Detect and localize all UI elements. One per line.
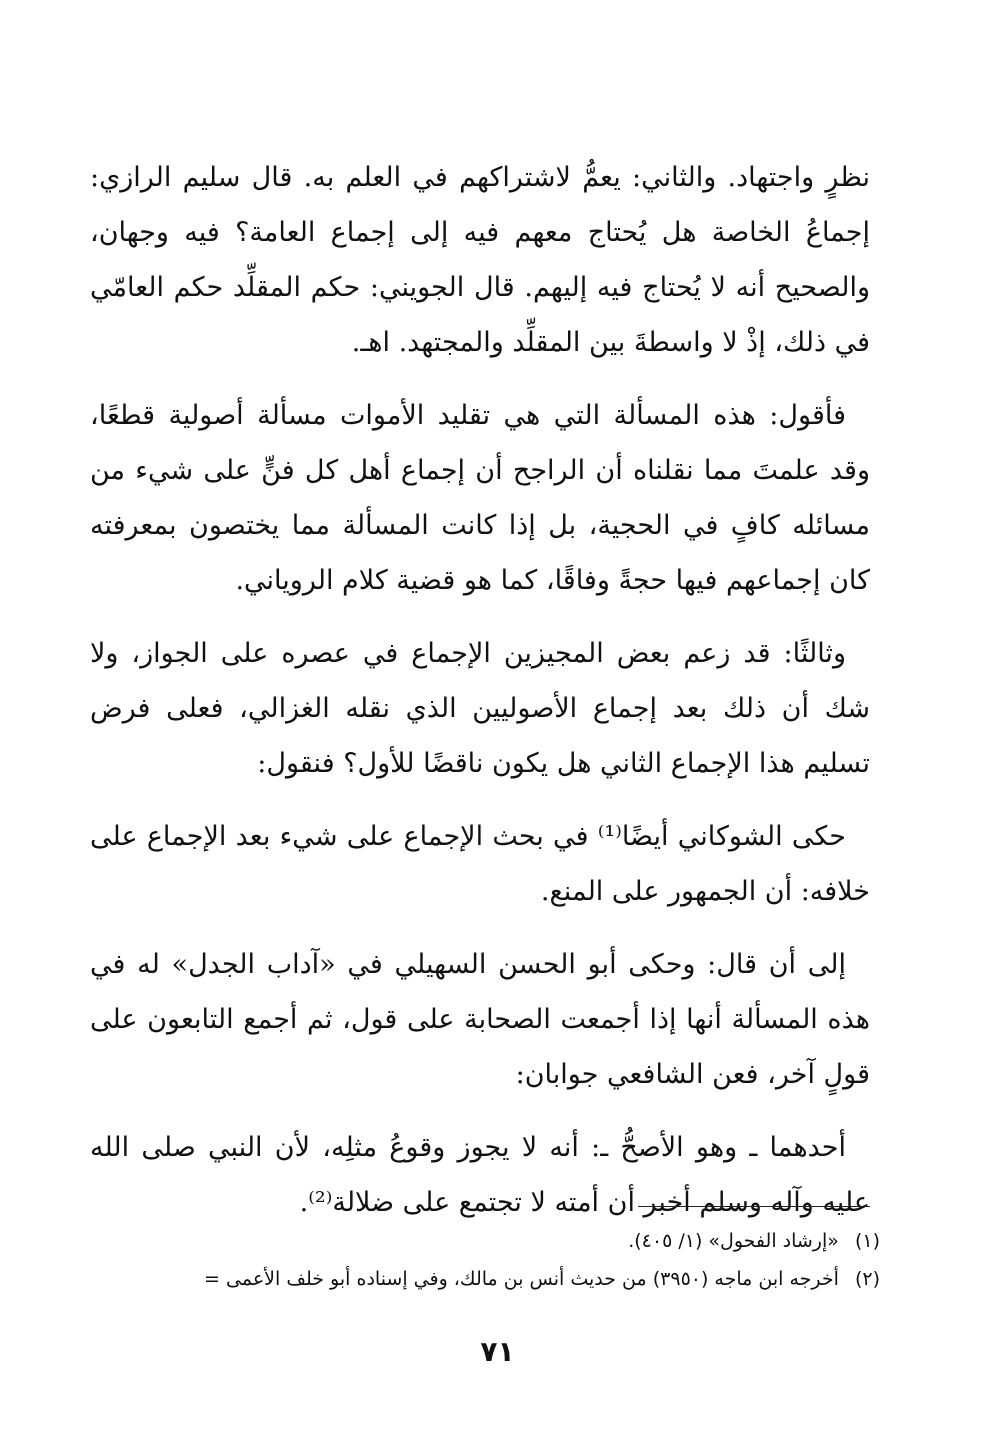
paragraph-2: فأقول: هذه المسألة التي هي تقليد الأموات مسألة أصولية قطعًا، وقد علمتَ مما نقلناه أن الراجح أن إجماع أهل كل فنٍّ على شيء من مسائله كافٍ في الحجية، بل إذا كانت المسألة مما يختصون بمعرفته كان إجماعهم فيها حجةً وفاقًا، كما هو قضية كلام الروياني. bbox=[90, 400, 870, 596]
footnote-text: أخرجه ابن ماجه (٣٩٥٠) من حديث أنس بن مالك، وفي إسناده أبو خلف الأعمى = bbox=[204, 1268, 839, 1290]
paragraph-5: إلى أن قال: وحكى أبو الحسن السهيلي في «آداب الجدل» له في هذه المسألة أنها إذا أجمعت الصحابة على قول، ثم أجمع التابعون على قولٍ آخر، فعن الشافعي جوابان: bbox=[90, 949, 870, 1090]
footnote-2 bbox=[70, 1260, 880, 1298]
footnote-text: «إرشاد الفحول» (١/ ٤٠٥). bbox=[628, 1230, 839, 1252]
paragraph-4: حكى الشوكاني أيضًا⁽¹⁾ في بحث الإجماع على شيء بعد الإجماع على خلافه: أن الجمهور على المنع. bbox=[90, 821, 870, 907]
footnote-number: (٢) bbox=[854, 1268, 880, 1290]
paragraph-6: أحدهما ـ وهو الأصحُّ ـ: أنه لا يجوز وقوعُ مثلِه، لأن النبي صلى الله عليه وآله وسلم أخبر أن أمته لا تجتمع على ضلالة⁽²⁾. bbox=[90, 1132, 870, 1218]
paragraph-3: وثالثًا: قد زعم بعض المجيزين الإجماع في عصره على الجواز، ولا شك أن ذلك بعد إجماع الأصوليين الذي نقله الغزالي، فعلى فرض تسليم هذا الإجماع الثاني هل يكون ناقضًا للأول؟ فنقول: bbox=[90, 638, 870, 779]
footnote-1 bbox=[70, 1222, 880, 1260]
paragraph-1: نظرٍ واجتهاد. والثاني: يعمُّ لاشتراكهم في العلم به. قال سليم الرازي: إجماعُ الخاصة هل يُحتاج معهم فيه إلى إجماع العامة؟ فيه وجهان، والصحيح أنه لا يُحتاج فيه إليهم. قال الجويني: حكم المقلِّد حكم العامّي في ذلك، إذْ لا واسطةَ بين المقلِّد والمجتهد. اهـ. bbox=[90, 162, 870, 358]
footnote-number: (١) bbox=[854, 1230, 880, 1252]
main-text bbox=[90, 150, 870, 1248]
footnotes bbox=[70, 1222, 880, 1298]
footnote-divider bbox=[638, 1206, 870, 1207]
page-number: ٧١ bbox=[480, 1335, 515, 1368]
